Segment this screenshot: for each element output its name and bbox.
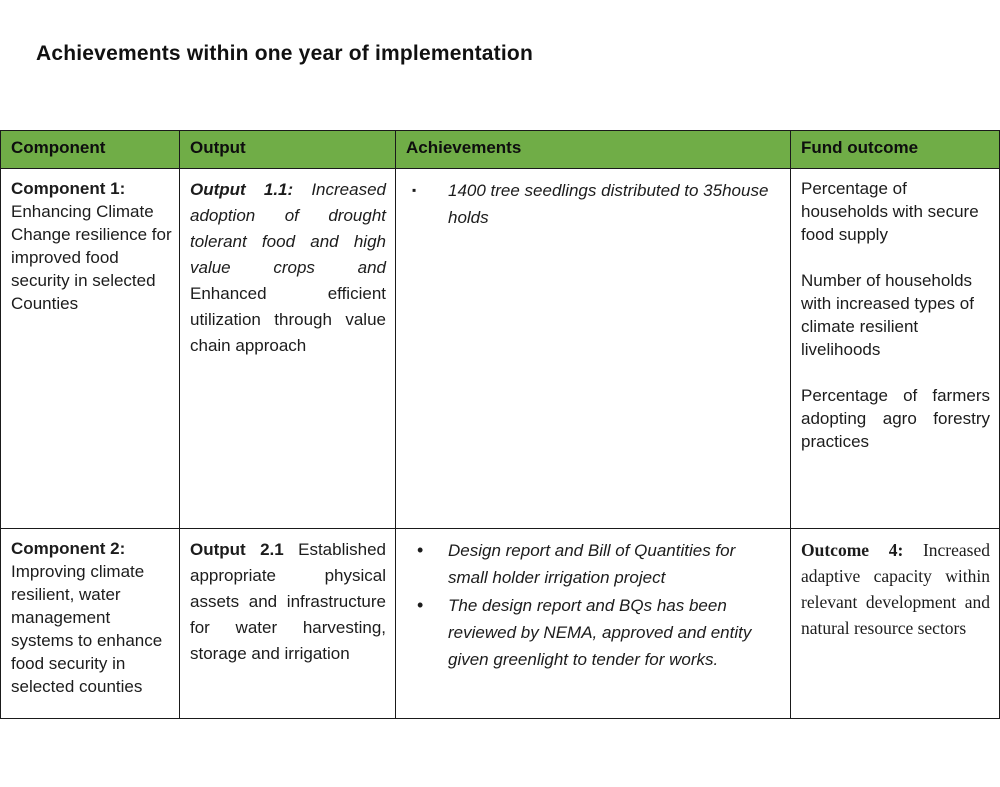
fund-outcome-row-2-cell [791,529,1000,719]
column-header-output: Output [180,131,396,169]
column-header-achievements: Achievements [396,131,791,169]
achievement-item [410,177,778,231]
component-2-label: Component 2: [11,539,126,558]
output-2-1-cell [180,529,396,719]
component-1-label: Component 1: [11,179,126,198]
output-1-1-regular-text: Enhanced efficient utilization through value chain approach [190,284,386,355]
achievement-item [410,537,778,591]
output-2-1-regular-text: Established appropriate physical assets and infrastructure for water harvesting, storage and irrigation [190,540,386,663]
page-title: Achievements within one year of implementation [36,42,533,65]
achievement-text: Design report and Bill of Quantities for small holder irrigation project [448,541,736,587]
component-2-cell [1,529,180,719]
output-1-1-italic-text: Increased adoption of drought tolerant food and high value crops and [190,180,386,277]
output-1-1-label: Output 1.1: [190,180,294,199]
achievement-item [410,592,778,673]
achievement-text: The design report and BQs has been reviewed by NEMA, approved and entity given greenlight to tender for works. [448,596,752,669]
output-1-1-cell [180,169,396,529]
component-1-text: Enhancing Climate Change resilience for improved food security in selected Counties [11,202,172,313]
fund-outcome-paragraph: Percentage of households with secure food supply [801,179,979,244]
round-bullet-icon: • [417,595,424,615]
round-bullet-icon: • [417,540,424,560]
achievements-row-2-cell [396,529,791,719]
output-2-1-label: Output 2.1 [190,540,284,559]
component-1-cell [1,169,180,529]
achievement-text: 1400 tree seedlings distributed to 35house holds [448,181,769,227]
achievements-row-1-cell [396,169,791,529]
fund-outcome-row-1-cell [791,169,1000,529]
component-2-text: Improving climate resilient, water management systems to enhance food security in selected counties [11,562,163,696]
achievements-table [0,130,1000,719]
fund-outcome-paragraph: Number of households with increased types of climate resilient livelihoods [801,271,974,359]
outcome-4-label: Outcome 4: [801,540,904,560]
column-header-fund-outcome: Fund outcome [791,131,1000,169]
square-bullet-icon: ▪ [412,183,417,197]
column-header-component: Component [1,131,180,169]
fund-outcome-paragraph: Percentage of farmers adopting agro forestry practices [801,386,990,451]
table-row-component-2 [1,529,1000,719]
outcome-4-text: Increased adaptive capacity within relevant development and natural resource sectors [801,540,990,638]
table-header-row [1,131,1000,169]
table-row-component-1 [1,169,1000,529]
